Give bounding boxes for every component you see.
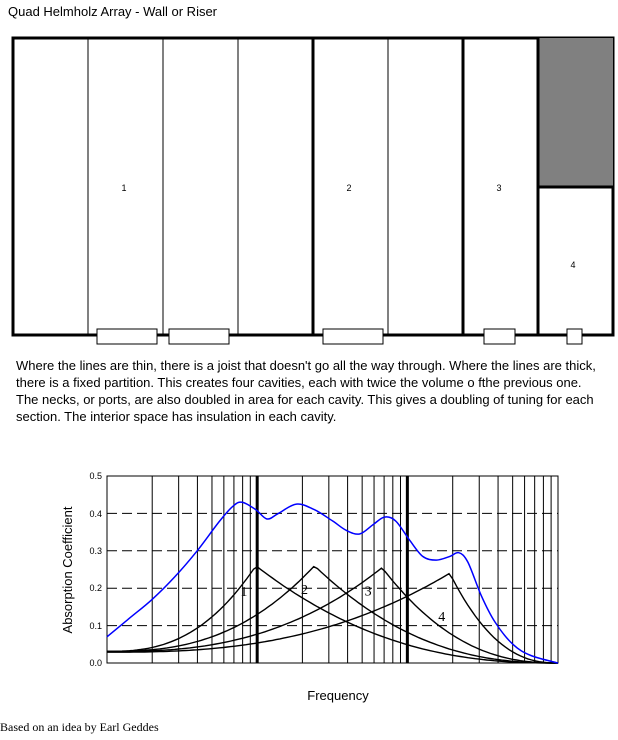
cavity-label: 1 [121, 183, 127, 193]
y-tick-label: 0.2 [89, 583, 102, 593]
page-title: Quad Helmholz Array - Wall or Riser [8, 4, 218, 19]
plot-frame [107, 476, 558, 663]
y-tick-label: 0.0 [89, 658, 102, 668]
y-axis-label: Absorption Coefficient [60, 506, 75, 634]
y-tick-label: 0.1 [89, 621, 102, 631]
y-tick-label: 0.3 [89, 546, 102, 556]
cavity-label: 3 [496, 183, 502, 193]
y-tick-label: 0.5 [89, 471, 102, 481]
peak-label-2: 2 [300, 582, 308, 598]
description-text: Where the lines are thin, there is a joist that doesn't go all the way through. Where the lines are thick, there is a fixed partition. This creates four cavities, each with twice the volume o fthe previous one. The necks, or ports, are also doubled in area for each cavity. This gives a doubling of tuning for each section. The interior space has insulation in each cavity. [16, 358, 596, 424]
chart-layer [60, 471, 558, 703]
credit-text: Based on an idea by Earl Geddes [0, 720, 159, 734]
peak-label-4: 4 [438, 610, 446, 626]
cavity-label: 2 [346, 183, 352, 193]
peak-label-1: 1 [240, 584, 248, 600]
y-tick-label: 0.4 [89, 509, 102, 519]
peak-label-3: 3 [364, 584, 372, 600]
cavity-label: 4 [570, 260, 576, 270]
x-axis-label: Frequency [307, 688, 369, 703]
